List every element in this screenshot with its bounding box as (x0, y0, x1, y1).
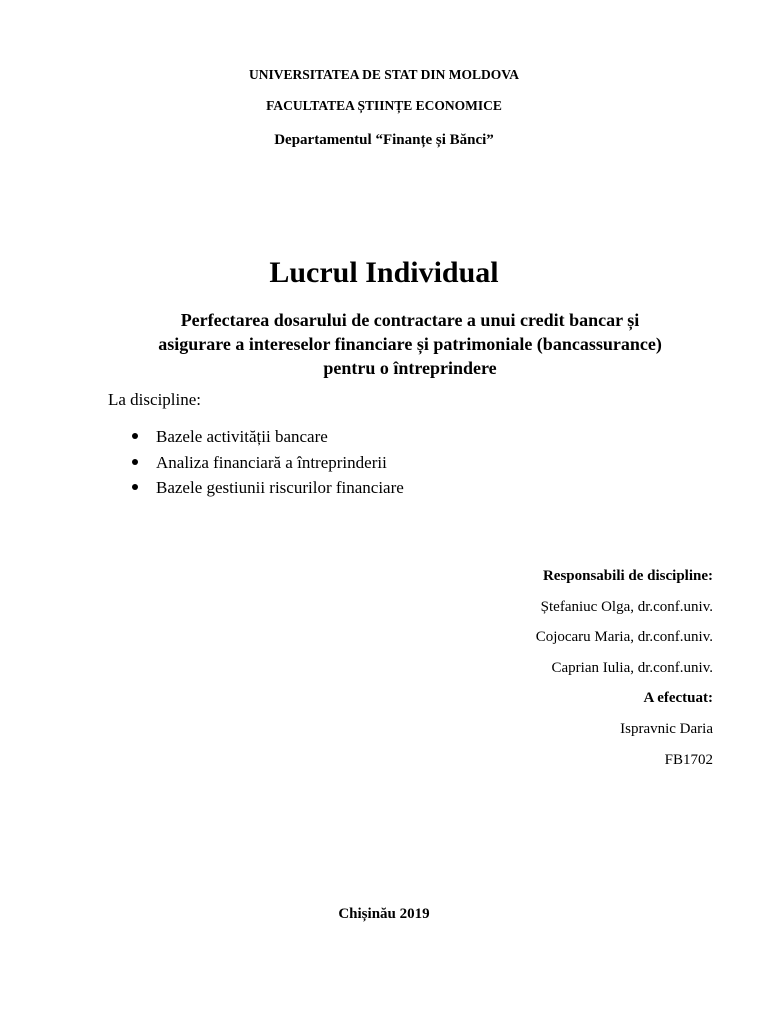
university-name: UNIVERSITATEA DE STAT DIN MOLDOVA (248, 67, 520, 82)
discipline-text: Bazele activității bancare (156, 427, 328, 446)
faculty-name: FACULTATEA ȘTIINȚE ECONOMICE (266, 98, 502, 113)
list-item (130, 424, 404, 450)
author-name: Ispravnic Daria (620, 721, 713, 737)
responsible-person: Ștefaniuc Olga, dr.conf.univ. (540, 599, 713, 615)
author-heading: A efectuat: (643, 690, 713, 706)
place-year: Chișinău 2019 (338, 906, 430, 922)
list-item (130, 475, 404, 501)
list-item (130, 450, 404, 476)
responsible-person: Cojocaru Maria, dr.conf.univ. (535, 629, 713, 645)
responsible-heading: Responsabili de discipline: (542, 568, 713, 584)
document-subtitle (80, 308, 740, 380)
document-title: Lucrul Individual (269, 256, 499, 289)
bullet-icon (132, 433, 138, 439)
responsible-person: Caprian Iulia, dr.conf.univ. (551, 660, 713, 676)
discipline-text: Bazele gestiunii riscurilor financiare (156, 478, 404, 497)
department-name: Departamentul “Finanțe și Bănci” (274, 132, 494, 148)
bullet-icon (132, 484, 138, 490)
subtitle-line-1: Perfectarea dosarului de contractare a unui credit bancar și (180, 310, 640, 330)
disciplines-list (130, 424, 404, 501)
author-group: FB1702 (664, 752, 713, 768)
subtitle-line-3: pentru o întreprindere (323, 358, 497, 378)
subtitle-line-2: asigurare a intereselor financiare și patrimoniale (bancassurance) (158, 334, 662, 354)
discipline-text: Analiza financiară a întreprinderii (156, 452, 387, 472)
disciplines-label: La discipline: (108, 390, 202, 409)
bullet-icon (132, 459, 138, 465)
